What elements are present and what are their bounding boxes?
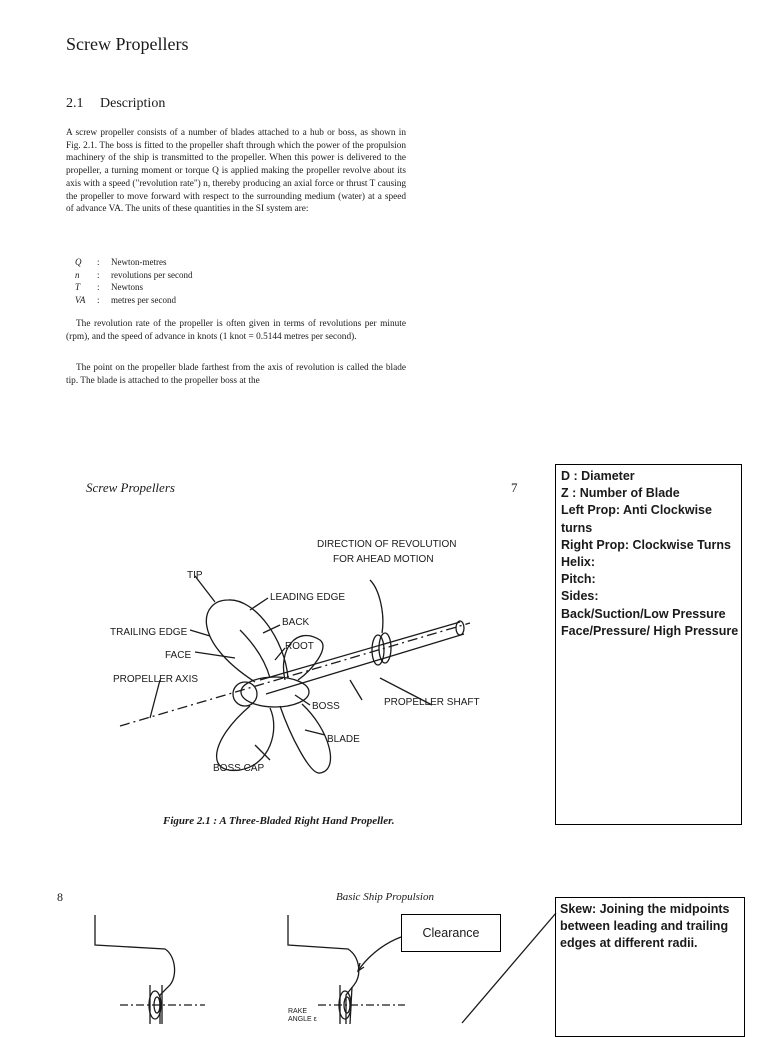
- figure-page-header: Screw Propellers: [86, 480, 175, 495]
- unit-row: Q : Newton-metres: [75, 257, 167, 267]
- propeller-shaft-label: PROPELLER SHAFT: [384, 697, 480, 708]
- note-line: Right Prop: Clockwise Turns: [561, 537, 731, 552]
- tip-label: TIP: [187, 570, 203, 581]
- face-label: FACE: [165, 650, 192, 661]
- bottom-page-header: Basic Ship Propulsion: [336, 891, 434, 903]
- section-heading: [66, 96, 165, 112]
- units-list: [75, 256, 192, 306]
- blade-tip-paragraph: The point on the propeller blade farthest from the axis of revolution is called the blade tip. The blade is attached to the propeller boss at the: [66, 363, 406, 386]
- note-line: Face/Pressure/ High Pressure: [561, 623, 739, 638]
- skew-line: edges at different radii.: [560, 936, 698, 951]
- boss-label: BOSS: [312, 701, 340, 712]
- leading-edge-label: LEADING EDGE: [270, 592, 346, 603]
- note-line: turns: [561, 520, 593, 535]
- root-label: ROOT: [285, 641, 314, 652]
- page-title: Screw Propellers: [66, 34, 189, 54]
- unit-row: VA : metres per second: [75, 294, 176, 305]
- note-line: Sides:: [561, 589, 599, 604]
- back-label: BACK: [282, 617, 310, 628]
- boss-cap-label: BOSS CAP: [213, 763, 265, 774]
- note-line: D : Diameter: [561, 469, 635, 483]
- clearance-callout: Clearance: [401, 914, 501, 952]
- note-line: Left Prop: Anti Clockwise: [561, 503, 712, 518]
- blade-label: BLADE: [327, 734, 360, 745]
- skew-note-box: [555, 897, 745, 1037]
- skew-line: between leading and trailing: [560, 919, 729, 934]
- rake-label-1: RAKE: [288, 1008, 308, 1015]
- section-title: Description: [100, 96, 166, 111]
- page-number: 7: [511, 480, 518, 495]
- note-line: Helix:: [561, 555, 596, 570]
- direction-label-2: FOR AHEAD MOTION: [333, 554, 434, 565]
- section-number: 2.1: [66, 96, 84, 111]
- page-number: 8: [57, 890, 63, 904]
- notes-box: [555, 464, 742, 825]
- trailing-edge-label: TRAILING EDGE: [110, 627, 188, 638]
- figure-caption: Figure 2.1 : A Three-Bladed Right Hand Propeller.: [163, 815, 395, 827]
- note-line: Back/Suction/Low Pressure: [561, 606, 726, 621]
- revolution-paragraph: The revolution rate of the propeller is often given in terms of revolutions per minute (rpm), and the speed of advance in knots (1 knot = 0.5144 metres per second).: [66, 319, 406, 342]
- propeller-diagram: [40, 530, 540, 780]
- direction-label-1: DIRECTION OF REVOLUTION: [317, 539, 457, 550]
- unit-row: T : Newtons: [75, 282, 143, 293]
- unit-row: n : revolutions per second: [75, 269, 193, 280]
- note-line: Z : Number of Blade: [561, 486, 680, 501]
- propeller-axis-label: PROPELLER AXIS: [113, 674, 199, 685]
- rake-label-2: ANGLE ε: [288, 1016, 317, 1023]
- description-paragraph: A screw propeller consists of a number of blades attached to a hub or boss, as shown in Fig. 2.1. The boss is fitted to the propeller shaft through which the power of the propulsion machinery of the ship is transmitted to the propeller. When this power is delivered to the propeller, a turning moment or torque Q is applied making the propeller revolve about its axis with a speed ("revolution rate") n, thereby producing an axial force or thrust T causing the propeller to move forward with respect to the surrounding medium (water) at a speed of advance VA. The units of these quantities in the SI system are:: [66, 128, 406, 215]
- note-line: Pitch:: [561, 572, 596, 587]
- skew-line: Skew: Joining the midpoints: [560, 902, 730, 916]
